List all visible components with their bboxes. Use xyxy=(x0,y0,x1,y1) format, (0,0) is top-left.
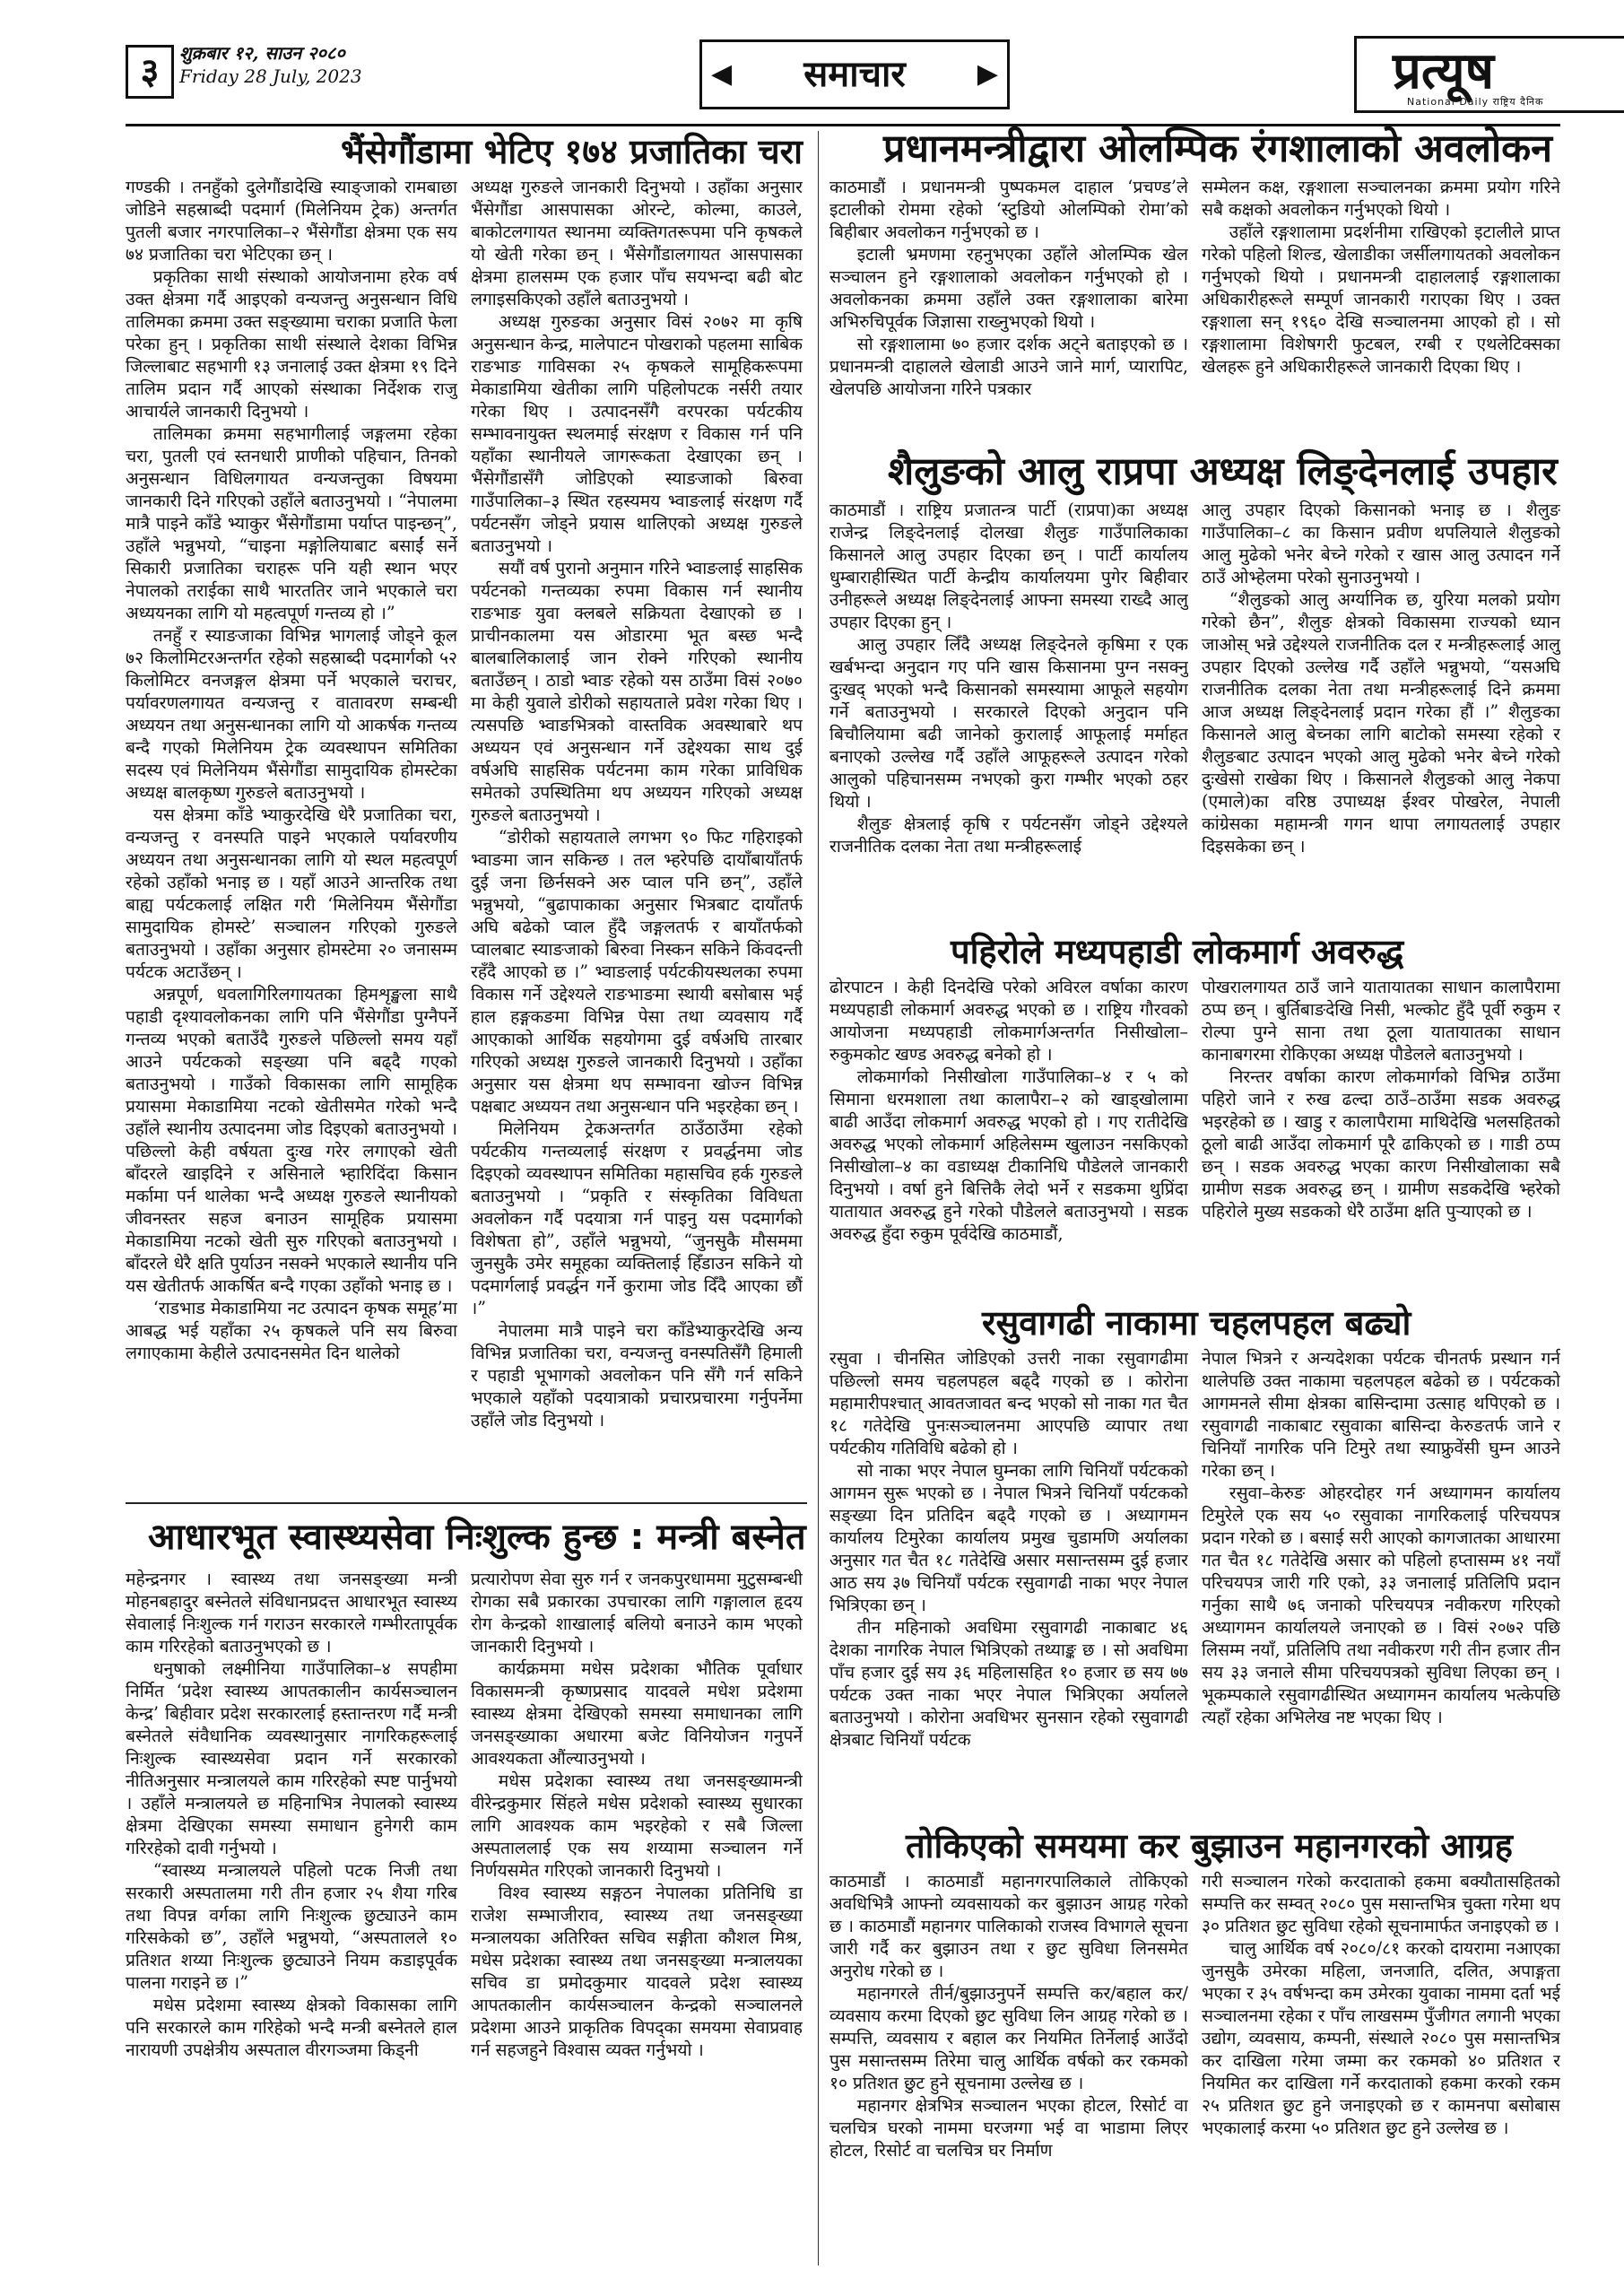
article-potato-col2 xyxy=(1202,499,1560,920)
left-arrow-icon: ◀ xyxy=(711,58,733,90)
paragraph: रसुवा–केरुङ ओहरदोहर गर्न अध्यागमन कार्यालय टिमुरेले एक सय ५० रसुवाका नागरिकलाई परिचयपत्र प्रदान गरेको छ । बसाई सरी आएको कागजातका आधारमा गत चैत १८ गतेदेखि असार को पहिलो हप्तासम्म ४१ नयाँ परिचयपत्र जारी गरि एको, ३३ जनालाई प्रतिलिपि प्रदान गर्नुका साथै ७६ जनाको परिचयपत्र नवीकरण गरिएको अध्यागमन कार्यालयले जनाएको छ । विसं २०७२ पछि लिसम्म नयाँ, प्रतिलिपि तथा नवीकरण गरी तीन हजार तीन सय ३३ जनाले सीमा परिचयपत्रको सुविधा लिएका छन् । भूकम्पकाले रसुवागढीस्थित अध्यागमन कार्यालय भत्केपछि त्यहाँ रहेका अभिलेख नष्ट भएका थिए । xyxy=(1202,1483,1560,1727)
paragraph: विश्व स्वास्थ्य सङ्गठन नेपालका प्रतिनिधि डा राजेश सम्भाजीराव, स्वास्थ्य तथा जनसङ्ख्या मन्त्रालयका अतिरिक्त सचिव सङ्गीता कौशल मिश्र, मधेस प्रदेशका स्वास्थ्य तथा जनसङ्ख्या मन्त्रालयका सचिव डा प्रमोदकुमार यादवले प्रदेश स्वास्थ्य आपतकालीन कार्यसञ्चालन केन्द्रको सञ्चालनले प्रदेशमा आउने प्राकृतिक विपद्का समयमा सेवाप्रवाह गर्न सहजहुने विश्वास व्यक्त गर्नुभयो । xyxy=(471,1883,803,2060)
article-rasuwagadhi-col2 xyxy=(1202,1347,1560,1818)
paragraph: सो नाका भएर नेपाल घुम्नका लागि चिनियाँ पर्यटकको आगमन सुरू भएको छ । नेपाल भित्रने चिनियाँ पर्यटकको सङ्ख्या दिन प्रतिदिन बढ्दै गएको छ । अध्यागमन कार्यालय टिमुरेका कार्यालय प्रमुख चुडामणि अर्यालका अनुसार गत चैत १८ गतेदेखि असार मसान्तसम्म दुई हजार आठ सय ३७ चिनियाँ पर्यटक रसुवागढी नाका भएर नेपाल भित्रिएका छन् । xyxy=(829,1460,1188,1615)
paragraph: ढोरपाटन । केही दिनदेखि परेको अविरल वर्षाका कारण मध्यपहाडी लोकमार्ग अवरुद्ध भएको छ । राष्ट्रिय गौरवको आयोजना मध्यपहाडी लोकमार्गअन्तर्गत निसीखोला–रुकुमकोट खण्ड अवरुद्ध बनेको हो । xyxy=(829,977,1188,1065)
paragraph: धनुषाको लक्ष्मीनिया गाउँपालिका–४ सपहीमा निर्मित ‘प्रदेश स्वास्थ्य आपतकालीन कार्यसञ्चालन केन्द्र’ बिहीवार प्रदेश सरकारलाई हस्तान्तरण गर्दै मन्त्री बस्नेतले संवैधानिक व्यवस्थानुसार नागरिकहरूलाई निःशुल्क स्वास्थ्यसेवा प्रदान गर्ने सरकारको नीतिअनुसार मन्त्रालयले काम गरिरहेको स्पष्ट पार्नुभयो । उहाँले मन्त्रालयले छ महिनाभित्र नेपालको स्वास्थ्य क्षेत्रमा देखिएका समस्या समाधान हुनेगरी काम गरिरहेको दावी गर्नुभयो । xyxy=(126,1658,457,1858)
headline-tax: तोकिएको समयमा कर बुझाउन महानगरको आग्रह xyxy=(906,1826,1513,1866)
paragraph: आलु उपहार लिँदै अध्यक्ष लिङ्देनले कृषिमा र एक खर्बभन्दा अनुदान गए पनि खास किसानमा पुग्न नसक्नु दुःखद् भएको भन्दै किसानको समस्यामा आफूले सहयोग गर्ने बताउनुभयो । सरकारले दिएको अनुदान पनि बिचौलियामा बढी जानेको कुरालाई आफूलाई मर्माहत बनाएको उल्लेख गर्दै उहाँले आफूहरूले उत्पादन गरेको आलुको पहिचानसम्म नभएको कुरा गम्भीर भएको ठहर थियो । xyxy=(829,634,1188,812)
paragraph: पोखरालगायत ठाउँ जाने यातायातका साधान कालापैरामा ठप्प छन् । बुर्तिबाङदेखि निसी, भल्कोट हुँदै पूर्वी रुकुम र रोल्पा पुग्ने साना तथा ठूला यातायातका साधान कानाबगरमा रोकिएका अध्यक्ष पौडेलले बताउनुभयो । xyxy=(1202,977,1560,1065)
paragraph: तीन महिनाको अवधिमा रसुवागढी नाकाबाट ४६ देशका नागरिक नेपाल भित्रिएको तथ्याङ्क छ । सो अवधिमा पाँच हजार दुई सय ३६ महिलासहित १० हजार छ सय ७७ पर्यटक उक्त नाका भएर नेपाल भित्रिएका अर्यालले बताउनुभयो । कोरोना अवधिभर सुनसान रहेको रसुवागढी क्षेत्रबाट चिनियाँ पर्यटक xyxy=(829,1617,1188,1750)
article-landslide-col2 xyxy=(1202,976,1560,1299)
paragraph: काठमाडौं । काठमाडौं महानगरपालिकाले तोकिएको अवधिभित्रै आफ्नो व्यवसायको कर बुझाउन आग्रह गरेको छ । काठमाडौं महानगर पालिकाको राजस्व विभागले सूचना जारी गर्दै कर बुझाउन तथा र छुट सुविधा लिनसमेत अनुरोध गरेको छ । xyxy=(829,1871,1188,1981)
paragraph: मधेस प्रदेशका स्वास्थ्य तथा जनसङ्ख्यामन्त्री वीरेन्द्रकुमार सिंहले मधेस प्रदेशको स्वास्थ्य सुधारका लागि आवश्यक काम भइरहेको र सबै जिल्ला अस्पताललाई एक सय शय्यामा सञ्चालन गर्ने निर्णयसमेत गरिएको जानकारी दिनुभयो । xyxy=(471,1770,803,1881)
paragraph: “शैलुङको आलु अर्ग्यानिक छ, युरिया मलको प्रयोग गरेको छैन”, शैलुङ क्षेत्रको विकासमा राज्यको ध्यान जाओस् भन्ने उद्देश्यले राजनीतिक दल र मन्त्रीहरूलाई आलु उपहार दिएको उल्लेख गर्दै उहाँले भन्नुभयो, “यसअघि राजनीतिक दलका नेता तथा मन्त्रीहरूलाई दिने क्रममा आज अध्यक्ष लिङ्देनलाई प्रदान गरेका हौं ।” शैलुङका किसानले आलु बेच्नका लागि बाटोको समस्या रहेको र शैलुङबाट उत्पादन भएको आलु मुढेको भनेर बेच्ने गरेको दुःखेसो राखेका थिए । किसानले शैलुङको आलु नेकपा (एमाले)का वरिष्ठ उपाध्यक्ष ईश्वर पोखरेल, नेपाली कांग्रेसका महामन्त्री गगन थापा लगायतलाई उपहार दिइसकेका छन् । xyxy=(1202,589,1560,857)
newspaper-name: प्रत्यूष xyxy=(1393,42,1494,100)
paragraph: तालिमका क्रममा सहभागीलाई जङ्गलमा रहेका चरा, पुतली एवं स्तनधारी प्राणीको पहिचान, तिनको अनुसन्धान विधिलगायत वन्यजन्तुका विषयमा जानकारी दिने गरिएको उहाँले बताउनुभयो । “नेपालमा मात्रै पाइने काँडे भ्याकुर भैंसेगौंडामा पर्याप्त पाइन्छन्”, उहाँले भन्नुभयो, “चाइना मङ्गोलियाबाट बसाईं सर्ने सिकारी प्रजातिका चराहरू पनि यही स्थान भएर नेपालको तराईका साथै भारततिर जाने भएकाले चरा अध्ययनका लागि यो महत्वपूर्ण गन्तव्य हो ।” xyxy=(126,423,457,623)
paragraph: नेपालमा मात्रै पाइने चरा काँडेभ्याकुरदेखि अन्य विभिन्न प्रजातिका चरा, वन्यजन्तु वनस्पतिसँगै हिमाली र पहाडी भूभागको अवलोकन पनि सँगै गर्न सकिने भएकाले यहाँको पदयात्राको प्रचारप्रचारमा गर्नुपर्नेमा उहाँले जोड दिनुभयो । xyxy=(471,1320,803,1431)
paragraph: सो रङ्गशालामा ७० हजार दर्शक अट्ने बताइएको छ । प्रधानमन्त्री दाहालले खेलाडी आउने जाने मार्ग, प्यारापिट, खेलपछि आयोजना गरिने पत्रकार xyxy=(829,334,1188,399)
article-health-col2 xyxy=(471,1568,803,2267)
paragraph: निरन्तर वर्षाका कारण लोकमार्गको विभिन्न ठाउँमा पहिरो जाने र रुख ढल्दा ठाउँ–ठाउँमा सडक अवरुद्ध भइरहेको छ । खाडु र कालापैरामा माथिदेखि भलसहितको ठूलो बाढी आउँदा लोकमार्ग पूरै ढाकिएको छ । गाडी ठप्प छन् । सडक अवरुद्ध भएका कारण निसीखोलाका सबै ग्रामीण सडक अवरुद्ध छन् । ग्रामीण सडकदेखि भ्हरेको पहिरोले मुख्य सडकको धेरै ठाउँमा क्षति पुऱ्याएको छ । xyxy=(1202,1066,1560,1222)
article-landslide-col2-text xyxy=(1202,976,1560,1222)
paragraph: अध्यक्ष गुरुङले जानकारी दिनुभयो । उहाँका अनुसार भैंसेगौंडा आसपासका ओरन्टे, कोल्मा, काउले, बाकोटलगायत स्थानमा व्यक्तिगतरूपमा पनि कृषकले यो खेती गरेका छन् । भैंसेगौंडालगायत आसपासका क्षेत्रमा हालसम्म एक हजार पाँच सयभन्दा बढी बोट लगाइसकिएको उहाँले बताउनुभयो । xyxy=(471,177,803,309)
article-rasuwagadhi-col1 xyxy=(829,1347,1188,1818)
dateline xyxy=(179,41,362,88)
headline-rasuwagadhi: रसुवागढी नाकामा चहलपहल बढ्यो xyxy=(982,1303,1411,1343)
paragraph: प्रकृतिका साथी संस्थाको आयोजनामा हरेक वर्ष उक्त क्षेत्रमा गर्दै आइएको वन्यजन्तु अनुसन्धान विधि तालिमका क्रममा उक्त सङ्ख्यामा चराका प्रजाति फेला परेका हुन् । प्रकृतिका साथी संस्थाले देशका विभिन्न जिल्लाबाट सहभागी १३ जनालाई उक्त क्षेत्रमा १९ दिने तालिम प्रदान गर्दै आएको संस्थाका निर्देशक राजु आचार्यले जानकारी दिनुभयो । xyxy=(126,266,457,422)
paragraph: महानगर क्षेत्रभित्र सञ्चालन भएका होटल, रिसोर्ट वा चलचित्र घरको नाममा घरजग्गा भई वा भाडामा लिएर होटल, रिसोर्ट वा चलचित्र घर निर्माण xyxy=(829,2095,1188,2161)
article-birds-col2 xyxy=(471,176,803,1494)
article-potato-col2-text xyxy=(1202,499,1560,857)
section-divider xyxy=(126,1502,807,1504)
article-potato-col1-text xyxy=(829,499,1188,857)
paragraph: रसुवा । चीनसित जोडिएको उत्तरी नाका रसुवागढीमा पछिल्लो समय चहलपहल बढ्दै गएको छ । कोरोना महामारीपश्चात् आवतजावत बन्द भएको सो नाका गत चैत १८ गतेदेखि पुनःसञ्चालनमा आएपछि व्यापार तथा पर्यटकीय गतिविधि बढेको हो । xyxy=(829,1348,1188,1458)
paragraph: यस क्षेत्रमा काँडे भ्याकुरदेखि धेरै प्रजातिका चरा, वन्यजन्तु र वनस्पति पाइने भएकाले पर्यावरणीय अध्ययन तथा अनुसन्धानका लागि यो स्थल महत्वपूर्ण रहेको उहाँको भनाइ छ । यहाँ आउने आन्तरिक तथा बाह्य पर्यटकलाई लक्षित गरी ‘मिलेनियम भैंसेगौंडा सामुदायिक होमस्टे’ सञ्चालन गरिएको गुरुङले बताउनुभयो । उहाँका अनुसार होमस्टेमा २० जनासम्म पर्यटक अटाउँछन् । xyxy=(126,804,457,982)
paragraph: कार्यक्रममा मधेस प्रदेशका भौतिक पूर्वाधार विकासमन्त्री कृष्णप्रसाद यादवले मधेश प्रदेशमा स्वास्थ्य क्षेत्रमा देखिएको समस्या समाधानका लागि जनसङ्ख्याका अधारमा बजेट विनियोजन गनुपर्ने आवश्यकता औंल्याउनुभयो । xyxy=(471,1658,803,1769)
newspaper-tagline: National Daily राष्ट्रिय दैनिक xyxy=(1407,96,1544,108)
paragraph: सम्मेलन कक्ष, रङ्गशाला सञ्चालनका क्रममा प्रयोग गरिने सबै कक्षको अवलोकन गर्नुभएको थियो । xyxy=(1202,177,1560,220)
paragraph: शैलुङ क्षेत्रलाई कृषि र पर्यटनसँग जोड्ने उद्देश्यले राजनीतिक दलका नेता तथा मन्त्रीहरूलाई xyxy=(829,813,1188,857)
article-rasuwagadhi-col1-text xyxy=(829,1347,1188,1751)
date-english: Friday 28 July, 2023 xyxy=(179,65,362,87)
paragraph: आलु उपहार दिएको किसानको भनाइ छ । शैलुङ गाउँपालिका–८ का किसान प्रवीण थपलियाले शैलुङको आलु मुढेको भनेर बेच्ने गरेको र खास आलु उत्पादन गर्ने ठाउँ ओभ्हेलमा परेको सुनाउनुभयो । xyxy=(1202,500,1560,587)
paragraph: प्रत्यारोपण सेवा सुरु गर्न र जनकपुरधाममा मुटुसम्बन्धी रोगका सबै प्रकारका उपचारका लागि गङ्गालाल हृदय रोग केन्द्रको शाखालाई बलियो बनाउने काम भएको जानकारी दिनुभयो । xyxy=(471,1569,803,1657)
paragraph: अध्यक्ष गुरुङका अनुसार विसं २०७२ मा कृषि अनुसन्धान केन्द्र, मालेपाटन पोखराको पहलमा साबिक राङभाङ गाविसका २५ कृषकले सामूहिकरूपमा मेकाडामिया खेतीका लागि पहिलोपटक नर्सरी तयार गरेका थिए । उत्पादनसँगै वरपरका पर्यटकीय सम्भावनायुक्त स्थलमाई संरक्षण र विकास गर्न पनि यहाँका स्थानीयले जागरूकता देखाएका छन् । भैंसेगौंडासँगै जोडिएको स्याङजाको बिरुवा गाउँपालिका–३ स्थित रहस्यमय भ्वाङलाई संरक्षण गर्दै पर्यटनसँग जोड्ने प्रयास थालिएको अध्यक्ष गुरुङले बताउनुभयो । xyxy=(471,311,803,556)
paragraph: अन्नपूर्ण, धवलागिरिलगायतका हिमशृङ्खला साथै पहाडी दृश्यावलोकनका लागि पनि भैंसेगौंडा पुग्नैपर्ने गन्तव्य भएको बताउँदै गुरुङले पछिल्लो समय यहाँ आउने पर्यटकको सङ्ख्या पनि बढ्दै गएको बताउनुभयो । गाउँको विकासका लागि सामूहिक प्रयासमा मेकाडामिया नटको खेतीसमेत गरेको भन्दै उहाँले स्थानीय उत्पादनमा जोड दिइएको बताउनुभयो । पछिल्लो केही वर्षयता दुःख गरेर लगाएको खेती बाँदरले खाइदिने र असिनाले भ्हारिदिंदा किसान मर्कामा पर्न थालेका भन्दै अध्यक्ष गुरुङले स्थानीयको जीवनस्तर सहज बनाउन सामूहिक प्रयासमा मेकाडामिया नटको खेती सुरु गरिएको बताउनुभयो । बाँदरले धेरै क्षति पुर्याउन नसक्ने भएकाले स्थानीय पनि यस खेतीतर्फ आकर्षित बन्दै गएका उहाँको भनाइ छ । xyxy=(126,984,457,1296)
article-tax-col2-text xyxy=(1202,1870,1560,2139)
column-divider xyxy=(818,131,819,2266)
paragraph: उहाँले रङ्गशालामा प्रदर्शनीमा राखिएको इटालीले प्राप्त गरेको पहिलो शिल्ड, खेलाडीका जर्सीलगायतको अवलोकन गर्नुभएको थियो । प्रधानमन्त्री दाहाललाई रङ्गशालाका अधिकारीहरूले सम्पूर्ण जानकारी गराएका थिए । उक्त रङ्गशाला सन् १९६० देखि सञ्चालनमा आएको हो । सो रङ्गशालामा विशेषगरी फुटबल, रग्बी र एथलेटिक्सका खेलहरू हुने अधिकारीहरूले जानकारी दिएका थिए । xyxy=(1202,222,1560,377)
paragraph: ‘राडभाड मेकाडामिया नट उत्पादन कृषक समूह’मा आबद्ध भई यहाँका २५ कृषकले पनि सय बिरुवा लगाएकामा केहीले उत्पादनसमेत दिन थालेको xyxy=(126,1298,457,1363)
date-nepali: शुक्रबार १२, साउन २०८० xyxy=(179,42,345,64)
paragraph: मिलेनियम ट्रेकअन्तर्गत ठाउँठाउँमा रहेको पर्यटकीय गन्तव्यलाई संरक्षण र प्रवर्द्धनमा जोड दिइएको व्यवस्थापन समितिका महासचिव हर्क गुरुङले बताउनुभयो । “प्रकृति र संस्कृतिका विविधता अवलोकन गर्दै पदयात्रा गर्न पाइनु यस पदमार्गको विशेषता हो”, उहाँले भन्नुभयो, “जुनसुकै मौसममा जुनसुकै उमेर समूहका व्यक्तिलाई हिँडाउन सकिने यो पदमार्गलाई प्रवर्द्धन गर्ने कुरामा जोड दिँदै आएका छौं ।” xyxy=(471,1118,803,1318)
paragraph: काठमाडौं । प्रधानमन्त्री पुष्पकमल दाहाल ‘प्रचण्ड’ले इटालीको रोममा रहेको ‘स्टुडियो ओलम्पिको रोमा’को बिहीबार अवलोकन गर्नुभएको छ । xyxy=(829,177,1188,242)
article-tax-col2 xyxy=(1202,1870,1560,2265)
section-label-box xyxy=(699,39,1010,109)
article-rasuwagadhi-col2-text xyxy=(1202,1347,1560,1728)
paragraph: तनहुँ र स्याङजाका विभिन्न भागलाई जोड्ने कूल ७२ किलोमिटरअन्तर्गत रहेको सहस्राब्दी पदमार्गको ५२ किलोमिटर वनजङ्गल क्षेत्रमा पर्ने भएकाले चराचर, पर्यावरणलगायत वन्यजन्तु र वातावरण सम्बन्धी अध्ययन तथा अनुसन्धानका लागि यो आकर्षक गन्तव्य बन्दै गएको मिलेनियम ट्रेक व्यवस्थापन समितिका सदस्य एवं मिलेनियम भैंसेगौंडा सामुदायिक होमस्टेका अध्यक्ष बालकृष्ण गुरुङले बताउनुभयो । xyxy=(126,625,457,803)
paragraph: लोकमार्गको निसीखोला गाउँपालिका–४ र ५ को सिमाना धरमशाला तथा कालापैरा–२ को खाड्खोलामा बाढी आउँदा लोकमार्ग अवरुद्ध भएको हो । गए रातीदेखि अवरुद्ध भएको लोकमार्ग अहिलेसम्म खुलाउन नसकिएको निसीखोला–४ का वडाध्यक्ष टीकानिधि पौडेलले जानकारी दिनुभयो । वर्षा हुने बित्तिकै लेदो भर्ने र सडकमा थुप्रिंदा यातायात अवरुद्ध हुने गरेको पौडेलले बताउनुभयो । सडक अवरुद्ध हुँदा रुकुम पूर्वदेखि काठमाडौं, xyxy=(829,1066,1188,1244)
paragraph: महेन्द्रनगर । स्वास्थ्य तथा जनसङ्ख्या मन्त्री मोहनबहादुर बस्नेतले संविधानप्रदत्त आधारभूत स्वास्थ्य सेवालाई निःशुल्क गर्न गराउन सरकारले गम्भीरतापूर्वक काम गरिरहेको बताउनुभएको छ । xyxy=(126,1569,457,1657)
paragraph: इटाली भ्रमणमा रहनुभएका उहाँले ओलम्पिक खेल सञ्चालन हुने रङ्गशालाको अवलोकन गर्नुभएको हो । अवलोकनका क्रममा उहाँले उक्त रङ्गशालाका बारेमा अभिरुचिपूर्वक जिज्ञासा राख्नुभएको थियो । xyxy=(829,244,1188,332)
paragraph: “स्वास्थ्य मन्त्रालयले पहिलो पटक निजी तथा सरकारी अस्पतालमा गरी तीन हजार २५ शैया गरिब तथा विपन्न वर्गका लागि निःशुल्क छुट्याउने काम गरिसकेको छ”, उहाँले भन्नुभयो, “अस्पतालले १० प्रतिशत शय्या निःशुल्क छुट्याउने नियम कडाइपूर्वक पालना गराइने छ ।” xyxy=(126,1860,457,1993)
paragraph: महानगरले तीर्न/बुझाउनुपर्ने सम्पत्ति कर/बहाल कर/व्यवसाय करमा दिएको छुट सुविधा लिन आग्रह गरेको छ । सम्पत्ति, व्यवसाय र बहाल कर नियमित तिर्नेलाई आउँदो पुस मसान्तसम्म तिरेमा चालु आर्थिक वर्षको कर रकमको १० प्रतिशत छुट हुने सूचनामा उल्लेख छ । xyxy=(829,1983,1188,2093)
paragraph: गण्डकी । तनहुँको दुलेगौंडादेखि स्याङ्जाको रामबाछा जोडिने सहस्राब्दी पदमार्ग (मिलेनियम ट्रेक) अन्तर्गत पुतली बजार नगरपालिका–२ भैंसेगौंडा क्षेत्रमा एक सय ७४ प्रजातिका चरा भेटिएका छन् । xyxy=(126,177,457,265)
article-olympic-col2 xyxy=(1202,176,1560,445)
headline-birds: भैंसेगौंडामा भेटिए १७४ प्रजातिका चरा xyxy=(341,132,803,171)
right-arrow-icon: ▶ xyxy=(977,58,998,90)
section-label: समाचार xyxy=(803,54,906,95)
article-birds-col1-text xyxy=(126,176,457,1364)
article-birds-col2-text xyxy=(471,176,803,1431)
article-tax-col1 xyxy=(829,1870,1188,2265)
paragraph: सयौं वर्ष पुरानो अनुमान गरिने भ्वाङलाई साहसिक पर्यटनको गन्तव्यका रुपमा विकास गर्न स्थानीय राङभाङ युवा क्लबले सक्रियता देखाएको छ । प्राचीनकालमा यस ओडारमा भूत बस्छ भन्दै बालबालिकालाई जान रोक्ने गरिएको स्थानीय बताउँछन् । ठाडो भ्वाङ रहेको यस ठाउँमा विसं २०७० मा केही युवाले डोरीको सहायताले प्रवेश गरेका थिए । त्यसपछि भ्वाङभित्रको वास्तविक अवस्थाबारे थप अध्ययन एवं अनुसन्धान गर्ने उद्देश्यका साथ दुई वर्षअघि साहसिक पर्यटनमा काम गरेका प्राविधिक समेतको उपस्थितिमा थप अध्ययन गरिएको अध्यक्ष गुरुङले बताउनुभयो । xyxy=(471,558,803,825)
paragraph: चालु आर्थिक वर्ष २०८०/८१ करको दायरामा नआएका जुनसुकै उमेरका महिला, जनजाति, दलित, अपाङ्गता भएका र ३५ वर्षभन्दा कम उमेरका युवाका नाममा दर्ता भई सञ्चालनमा रहेका र पाँच लाखसम्म पुँजीगत लगानी भएका उद्योग, व्यवसाय, कम्पनी, संस्थाले २०८० पुस मसान्तभित्र कर दाखिला गरेमा जम्मा कर रकमको ४० प्रतिशत र नियमित कर दाखिला गर्ने करदाताको हकमा करको रकम २५ प्रतिशत छुट हुने जनाइएको छ र कामनपा बसोबास भएकालाई करमा ५० प्रतिशत छुट हुने उल्लेख छ । xyxy=(1202,1938,1560,2138)
article-olympic-col2-text xyxy=(1202,176,1560,378)
article-olympic-col1 xyxy=(829,176,1188,445)
article-olympic-col1-text xyxy=(829,176,1188,400)
paragraph: गरी सञ्चालन गरेको करदाताको हकमा बक्यौतासहितको सम्पत्ति कर सम्वत् २०८० पुस मसान्तभित्र चुक्ता गरेमा थप ३० प्रतिशत छुट सुविधा रहेको सूचनामार्फत जनाइएको छ । xyxy=(1202,1871,1560,1936)
paragraph: “डोरीको सहायताले लगभग ९० फिट गहिराइको भ्वाङमा जान सकिन्छ । तल भ्हरेपछि दायाँबायाँतर्फ दुई जना छिर्नसक्ने अरु प्वाल पनि छन्”, उहाँले भन्नुभयो, “बुढापाकाका अनुसार भित्रबाट दायाँतर्फ अघि बढेको प्वाल हुँदै जङ्गलतर्फ र बायाँतर्फको प्वालबाट स्याङजाको बिरुवा निस्कन सकिने किंवदन्ती रहँदै आएको छ ।” भ्वाङलाई पर्यटकीयस्थलका रुपमा विकास गर्ने उद्देश्यले राङभाङमा स्थायी बसोबास भई हाल हङ्गकङमा विभिन्न पेसा तथा व्यवसाय गर्दै आएकाको आर्थिक सहयोगमा दुई वर्षअघि तारबार गरिएको अध्यक्ष गुरुङले जानकारी दिनुभयो । उहाँका अनुसार यस क्षेत्रमा थप सम्भावना खोज्न विभिन्न पक्षबाट अध्ययन तथा अनुसन्धान पनि भइरहेका छन् । xyxy=(471,827,803,1117)
paragraph: मधेस प्रदेशमा स्वास्थ्य क्षेत्रको विकासका लागि पनि सरकारले काम गरिहेको भन्दै मन्त्री बस्नेतले हाल नारायणी उपक्षेत्रीय अस्पताल वीरगञ्जमा किड्नी xyxy=(126,1995,457,2060)
article-health-col2-text xyxy=(471,1568,803,2061)
article-birds-col1 xyxy=(126,176,457,1494)
article-health-col1-text xyxy=(126,1568,457,2061)
article-potato-col1 xyxy=(829,499,1188,920)
article-tax-col1-text xyxy=(829,1870,1188,2161)
page-number: ३ xyxy=(126,45,174,99)
paragraph: नेपाल भित्रने र अन्यदेशका पर्यटक चीनतर्फ प्रस्थान गर्न थालेपछि उक्त नाकामा चहलपहल बढेको छ । पर्यटकको आगमनले सीमा क्षेत्रका बासिन्दामा उत्साह थपिएको छ । रसुवागढी नाकाबाट रसुवाका बासिन्दा केरुङतर्फ जाने र चिनियाँ नागरिक पनि टिमुरे तथा स्याफ्रुवेंसी घुम्न आउने गरेका छन् । xyxy=(1202,1348,1560,1481)
headline-health: आधारभूत स्वास्थ्यसेवा निःशुल्क हुन्छ : मन्त्री बस्नेत xyxy=(148,1517,806,1558)
headline-potato: शैलुङको आलु राप्रपा अध्यक्ष लिङ्देनलाई उपहार xyxy=(888,449,1558,494)
headline-olympic: प्रधानमन्त्रीद्वारा ओलम्पिक रंगशालाको अवलोकन xyxy=(883,126,1552,171)
article-landslide-col1 xyxy=(829,976,1188,1299)
newspaper-logo xyxy=(1354,36,1624,113)
paragraph: काठमाडौं । राष्ट्रिय प्रजातन्त्र पार्टी (राप्रपा)का अध्यक्ष राजेन्द्र लिङ्देनलाई दोलखा शैलुङ गाउँपालिकाका किसानले आलु उपहार दिएका छन् । पार्टी कार्यालय धुम्बाराहीस्थित पार्टी केन्द्रीय कार्यालयमा पुगेर बिहीवार उनीहरूले अध्यक्ष लिङ्देनलाई आफ्ना समस्या राख्दै आलु उपहार दिएका हुन् । xyxy=(829,500,1188,632)
headline-landslide: पहिरोले मध्यपहाडी लोकमार्ग अवरुद्ध xyxy=(951,932,1404,971)
article-landslide-col1-text xyxy=(829,976,1188,1245)
masthead xyxy=(126,36,1560,118)
article-health-col1 xyxy=(126,1568,457,2267)
